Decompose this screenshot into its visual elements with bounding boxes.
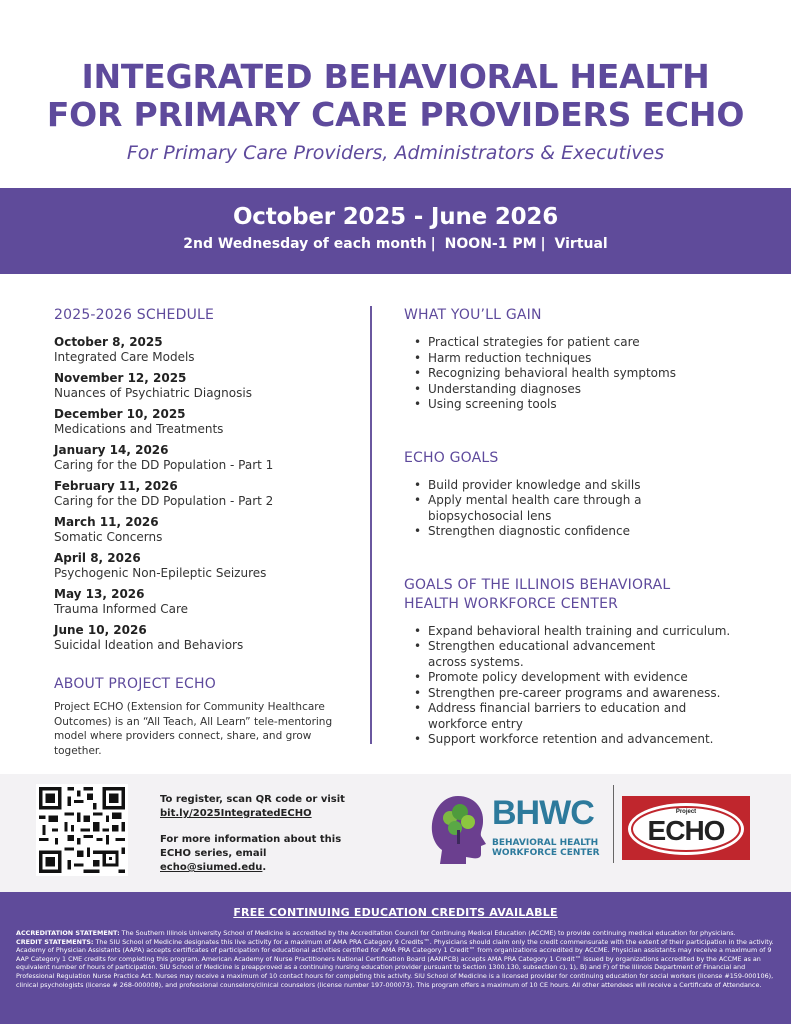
list-item: • Build provider knowledge and skills (414, 478, 644, 494)
session-topic: Integrated Care Models (54, 350, 195, 364)
list-item: • Address financial barriers to education and workforce entry (414, 701, 714, 732)
session-topic: Caring for the DD Population - Part 1 (54, 458, 274, 472)
meeting-format: Virtual (554, 236, 608, 252)
column-divider (370, 306, 372, 744)
list-item: • Recognizing behavioral health symptoms (414, 366, 764, 382)
page-title (0, 58, 791, 134)
info-line (160, 833, 360, 875)
credits-heading: FREE CONTINUING EDUCATION CREDITS AVAILABLE (233, 906, 558, 919)
bhwc-subtitle (492, 838, 600, 858)
schedule-heading: 2025-2026 SCHEDULE (54, 307, 215, 323)
session-date: December 10, 2025 (54, 407, 186, 421)
meeting-frequency: 2nd Wednesday of each month (183, 236, 427, 252)
workforce-heading (404, 576, 764, 614)
session-date: February 11, 2026 (54, 479, 178, 493)
session-date: November 12, 2025 (54, 371, 187, 385)
echo-goals-list (404, 478, 644, 540)
schedule-item (54, 371, 354, 401)
workforce-heading-line-2: HEALTH WORKFORCE CENTER (404, 595, 619, 612)
list-item: • Strengthen pre-career programs and awareness. (414, 686, 749, 702)
schedule-list (54, 335, 354, 653)
session-date: June 10, 2026 (54, 623, 147, 637)
bhwc-wordmark: BHWC (492, 794, 594, 832)
accreditation-label: ACCREDITATION STATEMENT: (16, 929, 120, 937)
list-item: • Apply mental health care through a biopsychosocial lens (414, 493, 644, 524)
credit-text: The SIU School of Medicine designates this live activity for a maximum of AMA PRA Category 9 Credits™. Physicians should claim only the credit commensurate with the extent of their participation in the activity. Academy of Physician Assistants (AAPA) accepts certificates of participation for educational activities certified for AMA PRA Category 1 Credit™ from organizations accredited by ACCME. Physician assistants may receive a maximum of 9 AAP Category 1 CME credits for completing this program. American Academy of Nurse Practitioners National Certification Board (AANPCB) accepts AMA PRA Category 1 Credit™ issued by organizations accredited by the ACCME as an equivalent number of hours of participation. SIU School of Medicine is preapproved as a continuing nursing education provider pursuant to Section 1300.130, subsection c), 1), B) and F) of the Illinois Department of Financial and Professional Regulation Nurse Practice Act. Nurses may receive a maximum of 10 contact hours for completing this activity. SIU School of Medicine is a licensed provider for continuing education for social workers (license #159-000106), clinical psychologists (license # 268-000008), and professional counselors/clinical counselors (license number 197-000073). This program offers a maximum of 10 CE hours. All other attendees will receive a Certificate of Attendance. (16, 937, 774, 989)
date-band (0, 188, 791, 274)
schedule-item (54, 587, 354, 617)
schedule-item (54, 623, 354, 653)
schedule-item (54, 479, 354, 509)
credit-label: CREDIT STATEMENTS: (16, 937, 94, 946)
schedule-item (54, 407, 354, 437)
list-item: • Promote policy development with evidence (414, 670, 749, 686)
qr-code[interactable] (36, 784, 128, 876)
register-link[interactable]: bit.ly/2025IntegratedECHO (160, 808, 312, 819)
left-column (54, 306, 354, 758)
session-date: May 13, 2026 (54, 587, 145, 601)
about-heading: ABOUT PROJECT ECHO (54, 676, 216, 692)
logo-divider (613, 785, 614, 863)
list-item: • Using screening tools (414, 397, 764, 413)
session-topic: Caring for the DD Population - Part 2 (54, 494, 274, 508)
contact-email-link[interactable]: echo@siumed.edu (160, 862, 263, 873)
session-topic: Suicidal Ideation and Behaviors (54, 638, 244, 652)
program-dates: October 2025 - June 2026 (232, 204, 559, 230)
project-echo-logo (622, 796, 750, 860)
session-topic: Medications and Treatments (54, 422, 224, 436)
list-item: • Understanding diagnoses (414, 382, 764, 398)
session-date: January 14, 2026 (54, 443, 169, 457)
bhwc-logo (428, 792, 608, 864)
workforce-heading-line-1: GOALS OF THE ILLINOIS BEHAVIORAL (404, 576, 671, 593)
list-item: • Harm reduction techniques (414, 351, 764, 367)
separator: | (430, 236, 436, 252)
head-silhouette-icon (428, 792, 488, 864)
bhwc-subtitle-line-1: BEHAVIORAL HEALTH (492, 838, 599, 848)
session-topic: Nuances of Psychiatric Diagnosis (54, 386, 252, 400)
info-prefix: For more information about this ECHO series, email (160, 834, 342, 859)
title-line-1: INTEGRATED BEHAVIORAL HEALTH (81, 57, 710, 96)
session-date: October 8, 2025 (54, 335, 163, 349)
about-text: Project ECHO (Extension for Community Healthcare Outcomes) is an “All Teach, All Learn” tele-mentoring model where providers connect, share, and grow together. (54, 701, 333, 757)
echo-goals-heading: ECHO GOALS (404, 449, 499, 466)
session-topic: Somatic Concerns (54, 530, 163, 544)
gain-list (404, 335, 764, 413)
meeting-time: NOON-1 PM (444, 236, 537, 252)
session-date: April 8, 2026 (54, 551, 141, 565)
list-item: • Expand behavioral health training and curriculum. (414, 624, 749, 640)
registration-text (160, 793, 360, 875)
list-item: • Practical strategies for patient care (414, 335, 764, 351)
workforce-list (404, 624, 749, 748)
schedule-item (54, 515, 354, 545)
program-when (0, 236, 791, 252)
schedule-item (54, 551, 354, 581)
echo-wordmark: ECHO (647, 815, 725, 846)
title-line-2: FOR PRIMARY CARE PROVIDERS ECHO (46, 95, 745, 134)
right-column (404, 306, 764, 748)
schedule-item (54, 335, 354, 365)
credits-footer (0, 892, 791, 1024)
page-subtitle: For Primary Care Providers, Administrators & Executives (126, 142, 665, 164)
bhwc-subtitle-line-2: WORKFORCE CENTER (492, 848, 600, 858)
register-line: To register, scan QR code or visit (160, 794, 345, 805)
list-item: • Support workforce retention and advancement. (414, 732, 749, 748)
schedule-item (54, 443, 354, 473)
session-topic: Psychogenic Non-Epileptic Seizures (54, 566, 267, 580)
list-item: • Strengthen educational advancement across systems. (414, 639, 664, 670)
separator: | (540, 236, 546, 252)
credits-body (16, 929, 775, 989)
gain-heading: WHAT YOU’LL GAIN (404, 307, 542, 323)
info-suffix: . (262, 862, 267, 873)
session-topic: Trauma Informed Care (54, 602, 189, 616)
session-date: March 11, 2026 (54, 515, 159, 529)
list-item: • Strengthen diagnostic confidence (414, 524, 644, 540)
echo-small-label: Project (675, 809, 697, 815)
accreditation-text: The Southern Illinois University School of Medicine is accredited by the Accreditation Council for Continuing Medical Education (ACCME) to provide continuing medical education for physicians. (119, 929, 736, 937)
